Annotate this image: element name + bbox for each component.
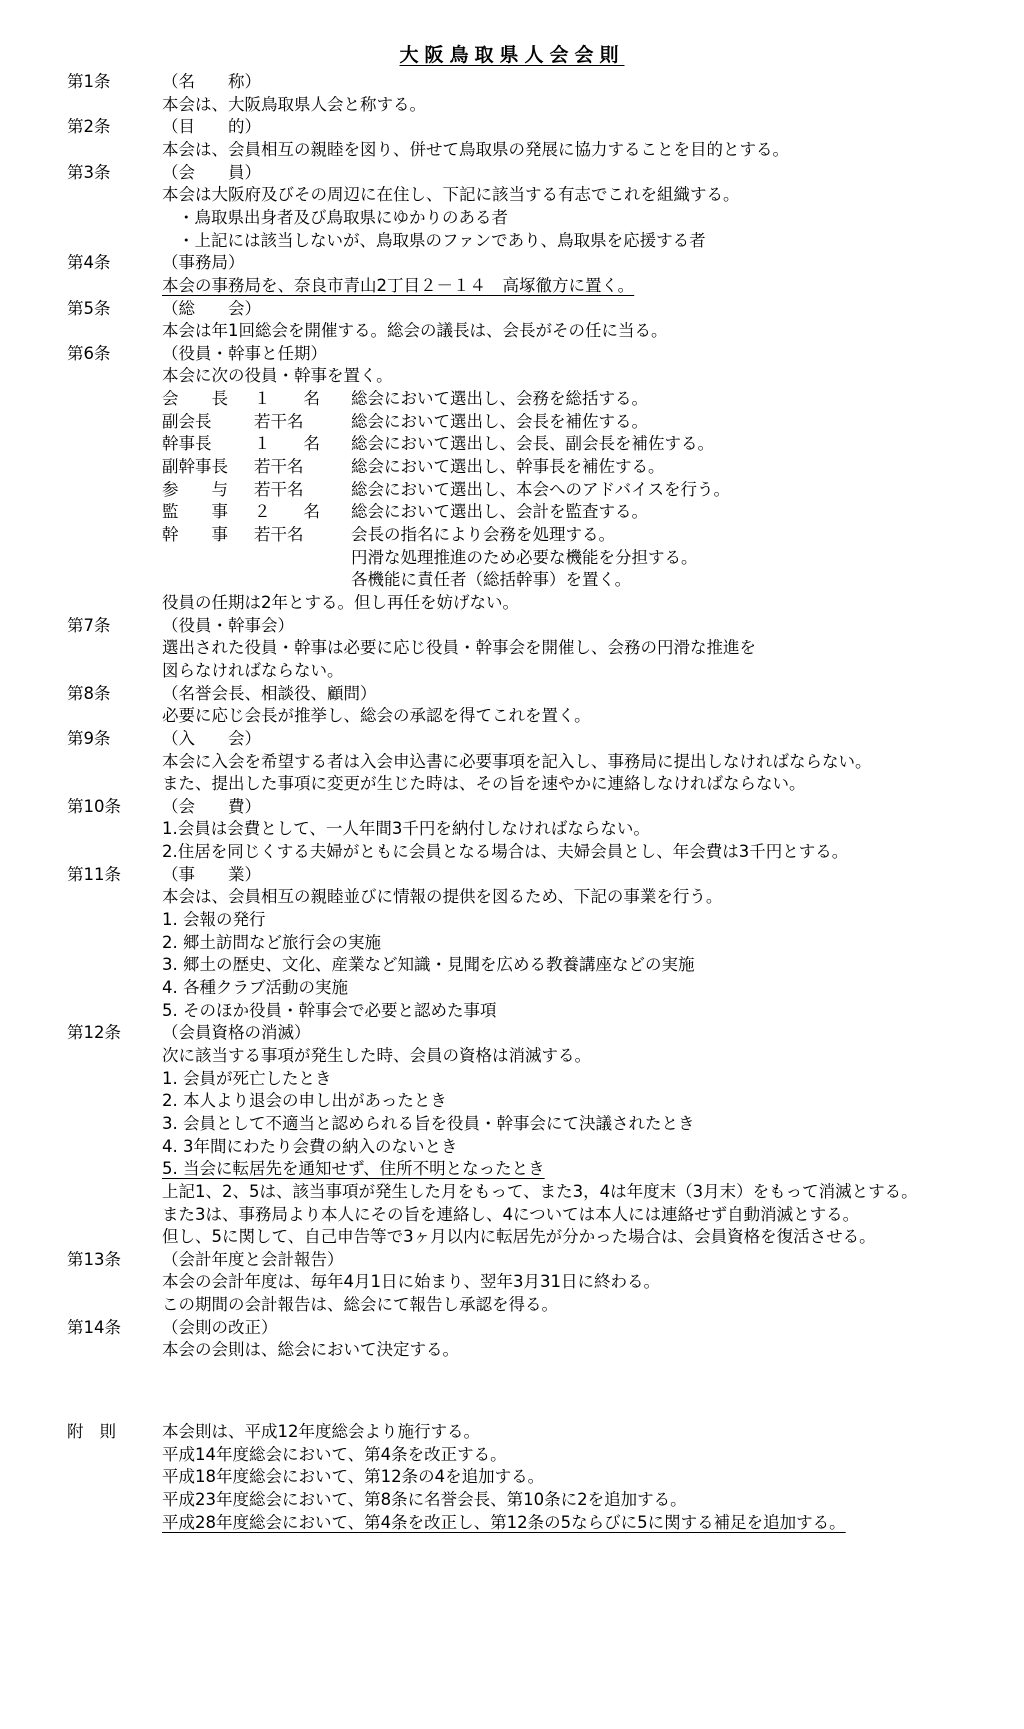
role-count: ２ 名 (254, 502, 320, 522)
article-heading: （名 称） (162, 72, 261, 91)
article-text: 但し、5に関して、自己申告等で3ヶ月以内に転居先が分かった場合は、会員資格を復活させる。 (162, 1227, 876, 1247)
article-text: 上記1、2、5は、該当事項が発生した月をもって、また3，4は年度末（3月末）をもって消滅とする。 (162, 1181, 918, 1201)
role-title: 会 長 (162, 389, 228, 409)
article-number: 第3条 (67, 162, 111, 182)
article-number: 第6条 (67, 343, 111, 363)
article-heading: （事 業） (162, 864, 261, 884)
article-heading: （会計年度と会計報告） (162, 1249, 344, 1269)
article-text: 本会の会則は、総会において決定する。 (162, 1340, 459, 1360)
article-number: 第11条 (67, 864, 121, 884)
article-text: 1.会員は会費として、一人年間3千円を納付しなければならない。 (162, 819, 650, 839)
role-count: 若干名 (254, 479, 304, 499)
article-number: 第14条 (67, 1317, 121, 1337)
article-text: 2. 郷土訪問など旅行会の実施 (162, 932, 381, 952)
role-description: 総会において選出し、本会へのアドバイスを行う。 (351, 479, 731, 499)
supplementary-label: 附則 (67, 1421, 132, 1441)
supplementary-text: 本会則は、平成12年度総会より施行する。 (162, 1421, 480, 1441)
article-heading: （役員・幹事と任期） (162, 343, 327, 363)
article-heading: （総 会） (162, 298, 261, 318)
article-number: 第13条 (67, 1249, 121, 1269)
role-description: 総会において選出し、会務を総括する。 (351, 389, 648, 409)
supplementary-text: 平成18年度総会において、第12条の4を追加する。 (162, 1467, 545, 1487)
article-heading: （名誉会長、相談役、顧問） (162, 683, 377, 703)
article-number: 第7条 (67, 615, 111, 635)
article-text: 本会は、会員相互の親睦並びに情報の提供を図るため、下記の事業を行う。 (162, 887, 723, 907)
role-description: 各機能に責任者（総括幹事）を置く。 (351, 570, 632, 590)
article-text: 選出された役員・幹事は必要に応じ役員・幹事会を開催し、会務の円滑な推進を (162, 638, 756, 658)
role-count: 若干名 (254, 411, 304, 431)
role-count: １ 名 (254, 434, 320, 454)
article-text: 4. 3年間にわたり会費の納入のないとき (162, 1136, 458, 1156)
article-heading: （事務局） (162, 253, 245, 273)
role-title: 副会長 (162, 411, 212, 431)
role-title: 参 与 (162, 479, 228, 499)
article-number: 第10条 (67, 796, 121, 816)
article-text: 本会に入会を希望する者は入会申込書に必要事項を記入し、事務局に提出しなければならない。 (162, 751, 872, 771)
article-text: 1. 会報の発行 (162, 910, 266, 930)
role-count: 若干名 (254, 525, 304, 544)
supplementary-text: 平成23年度総会において、第8条に名誉会長、第10条に2を追加する。 (162, 1489, 687, 1509)
role-title: 副幹事長 (162, 457, 228, 477)
role-description: 総会において選出し、幹事長を補佐する。 (351, 457, 665, 477)
article-number: 第4条 (67, 253, 111, 273)
role-description: 円滑な処理推進のため必要な機能を分担する。 (351, 547, 698, 567)
document-title: 大阪鳥取県人会会則 (399, 44, 625, 66)
article-text: 本会は、会員相互の親睦を図り、併せて鳥取県の発展に協力することを目的とする。 (162, 139, 789, 159)
role-count: 若干名 (254, 457, 304, 477)
article-heading: （役員・幹事会） (162, 615, 294, 635)
article-text: 本会の事務局を、奈良市青山2丁目２－１４ 高塚徹方に置く。 (162, 275, 635, 295)
role-title: 幹 事 (162, 525, 228, 544)
article-number: 第2条 (67, 117, 111, 137)
article-heading: （会員資格の消滅） (162, 1023, 311, 1043)
supplementary-text: 平成14年度総会において、第4条を改正する。 (162, 1444, 507, 1464)
article-heading: （会則の改正） (162, 1317, 278, 1337)
article-text: 5. そのほか役員・幹事会で必要と認めた事項 (162, 1000, 497, 1020)
bullet-item: ・上記には該当しないが、鳥取県のファンであり、鳥取県を応援する者 (178, 230, 706, 250)
article-text: 本会は年1回総会を開催する。総会の議長は、会長がその任に当る。 (162, 321, 668, 341)
article-text: 本会は、大阪鳥取県人会と称する。 (162, 94, 426, 114)
article-text: 役員の任期は2年とする。但し再任を妨げない。 (162, 592, 519, 612)
article-text: 本会は大阪府及びその周辺に在住し、下記に該当する有志でこれを組織する。 (162, 185, 740, 205)
article-text: 本会の会計年度は、毎年4月1日に始まり、翌年3月31日に終わる。 (162, 1272, 660, 1292)
supplementary-text: 平成28年度総会において、第4条を改正し、第12条の5ならびに5に関する補足を追加する。 (162, 1512, 846, 1532)
article-number: 第8条 (67, 683, 111, 703)
article-heading: （会 費） (162, 796, 261, 816)
article-text: 5. 当会に転居先を通知せず、住所不明となったとき (162, 1159, 545, 1179)
article-text: 2.住居を同じくする夫婦がともに会員となる場合は、夫婦会員とし、年会費は3千円とする。 (162, 842, 849, 862)
role-description: 総会において選出し、会長を補佐する。 (351, 411, 648, 431)
article-number: 第5条 (67, 298, 111, 318)
role-description: 総会において選出し、会計を監査する。 (351, 502, 648, 522)
article-text: 1. 会員が死亡したとき (162, 1068, 332, 1088)
role-description: 会長の指名により会務を処理する。 (351, 525, 615, 544)
bullet-item: ・鳥取県出身者及び鳥取県にゆかりのある者 (178, 207, 508, 227)
article-number: 第1条 (67, 72, 111, 91)
article-text: 次に該当する事項が発生した時、会員の資格は消滅する。 (162, 1045, 591, 1065)
role-title: 幹事長 (162, 434, 212, 454)
article-heading: （入 会） (162, 728, 261, 748)
article-number: 第12条 (67, 1023, 121, 1043)
article-text: 2. 本人より退会の申し出があったとき (162, 1091, 447, 1111)
article-text: 4. 各種クラブ活動の実施 (162, 978, 348, 997)
article-text: 3. 郷土の歴史、文化、産業など知識・見聞を広める教養講座などの実施 (162, 955, 695, 975)
article-text: また3は、事務局より本人にその旨を連絡し、4については本人には連絡せず自動消滅とする。 (162, 1204, 860, 1224)
article-text: 本会に次の役員・幹事を置く。 (162, 366, 393, 386)
article-number: 第9条 (67, 728, 111, 748)
article-text: この期間の会計報告は、総会にて報告し承認を得る。 (162, 1295, 558, 1315)
role-count: １ 名 (254, 389, 320, 409)
role-description: 総会において選出し、会長、副会長を補佐する。 (351, 434, 714, 454)
article-text: 3. 会員として不適当と認められる旨を役員・幹事会にて決議されたとき (162, 1113, 695, 1133)
article-heading: （会 員） (162, 162, 261, 182)
article-text: また、提出した事項に変更が生じた時は、その旨を速やかに連絡しなければならない。 (162, 774, 806, 794)
article-heading: （目 的） (162, 117, 261, 137)
role-title: 監 事 (162, 502, 228, 522)
article-text: 必要に応じ会長が推挙し、総会の承認を得てこれを置く。 (162, 706, 591, 726)
article-text: 図らなければならない。 (162, 660, 344, 680)
